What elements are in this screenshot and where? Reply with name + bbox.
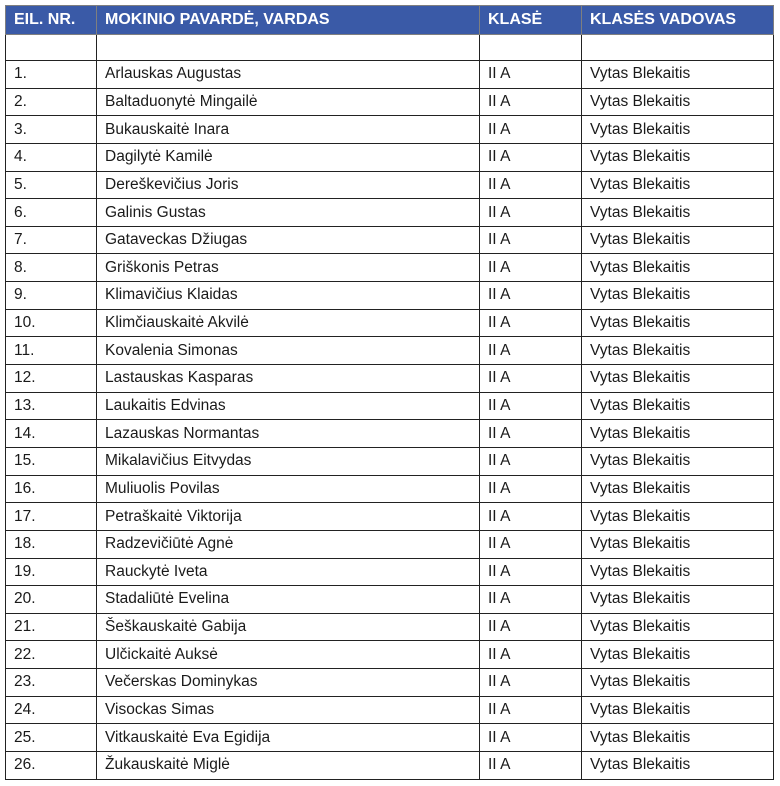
class-teacher-cell: Vytas Blekaitis — [582, 724, 774, 752]
student-name-cell: Laukaitis Edvinas — [97, 392, 480, 420]
student-list-table — [5, 5, 774, 780]
class-cell: II A — [480, 254, 582, 282]
class-cell: II A — [480, 641, 582, 669]
class-teacher-cell: Vytas Blekaitis — [582, 669, 774, 697]
class-teacher-cell: Vytas Blekaitis — [582, 226, 774, 254]
student-name-cell: Rauckytė Iveta — [97, 558, 480, 586]
student-name-cell: Arlauskas Augustas — [97, 61, 480, 89]
student-name-cell: Radzevičiūtė Agnė — [97, 530, 480, 558]
student-name-cell: Žukauskaitė Miglė — [97, 752, 480, 780]
class-teacher-cell: Vytas Blekaitis — [582, 752, 774, 780]
student-name-cell: Lazauskas Normantas — [97, 420, 480, 448]
class-cell: II A — [480, 309, 582, 337]
row-number-cell: 18. — [6, 530, 97, 558]
class-cell: II A — [480, 724, 582, 752]
row-number-cell: 20. — [6, 586, 97, 614]
table-row — [6, 530, 774, 558]
class-cell: II A — [480, 696, 582, 724]
table-row — [6, 309, 774, 337]
class-teacher-cell: Vytas Blekaitis — [582, 475, 774, 503]
class-teacher-cell: Vytas Blekaitis — [582, 88, 774, 116]
table-row — [6, 475, 774, 503]
student-name-cell: Dereškevičius Joris — [97, 171, 480, 199]
class-teacher-cell: Vytas Blekaitis — [582, 365, 774, 393]
row-number-cell: 19. — [6, 558, 97, 586]
table-row — [6, 171, 774, 199]
row-number-cell: 23. — [6, 669, 97, 697]
row-number-cell: 14. — [6, 420, 97, 448]
student-name-cell: Kovalenia Simonas — [97, 337, 480, 365]
class-teacher-cell: Vytas Blekaitis — [582, 282, 774, 310]
student-name-cell: Petraškaitė Viktorija — [97, 503, 480, 531]
class-teacher-cell: Vytas Blekaitis — [582, 392, 774, 420]
class-cell: II A — [480, 503, 582, 531]
student-name-cell: Klimčiauskaitė Akvilė — [97, 309, 480, 337]
class-teacher-cell: Vytas Blekaitis — [582, 503, 774, 531]
student-name-cell: Bukauskaitė Inara — [97, 116, 480, 144]
class-teacher-cell: Vytas Blekaitis — [582, 143, 774, 171]
student-name-cell: Dagilytė Kamilė — [97, 143, 480, 171]
table-row — [6, 88, 774, 116]
empty-cell — [480, 35, 582, 61]
student-name-cell: Baltaduonytė Mingailė — [97, 88, 480, 116]
table-row — [6, 337, 774, 365]
class-teacher-cell: Vytas Blekaitis — [582, 558, 774, 586]
class-teacher-cell: Vytas Blekaitis — [582, 420, 774, 448]
row-number-cell: 9. — [6, 282, 97, 310]
row-number-cell: 4. — [6, 143, 97, 171]
class-teacher-cell: Vytas Blekaitis — [582, 586, 774, 614]
student-name-cell: Mikalavičius Eitvydas — [97, 447, 480, 475]
header-student-name: MOKINIO PAVARDĖ, VARDAS — [97, 6, 480, 35]
student-name-cell: Stadaliūtė Evelina — [97, 586, 480, 614]
row-number-cell: 22. — [6, 641, 97, 669]
class-cell: II A — [480, 475, 582, 503]
header-class: KLASĖ — [480, 6, 582, 35]
student-name-cell: Večerskas Dominykas — [97, 669, 480, 697]
table-row — [6, 641, 774, 669]
table-row — [6, 420, 774, 448]
row-number-cell: 21. — [6, 613, 97, 641]
table-row — [6, 447, 774, 475]
row-number-cell: 10. — [6, 309, 97, 337]
class-teacher-cell: Vytas Blekaitis — [582, 199, 774, 227]
row-number-cell: 8. — [6, 254, 97, 282]
row-number-cell: 13. — [6, 392, 97, 420]
class-teacher-cell: Vytas Blekaitis — [582, 254, 774, 282]
table-row — [6, 116, 774, 144]
class-cell: II A — [480, 365, 582, 393]
student-name-cell: Visockas Simas — [97, 696, 480, 724]
row-number-cell: 25. — [6, 724, 97, 752]
row-number-cell: 24. — [6, 696, 97, 724]
class-teacher-cell: Vytas Blekaitis — [582, 530, 774, 558]
student-name-cell: Vitkauskaitė Eva Egidija — [97, 724, 480, 752]
header-nr: EIL. NR. — [6, 6, 97, 35]
class-cell: II A — [480, 337, 582, 365]
table-row — [6, 61, 774, 89]
row-number-cell: 15. — [6, 447, 97, 475]
class-cell: II A — [480, 282, 582, 310]
class-cell: II A — [480, 226, 582, 254]
class-teacher-cell: Vytas Blekaitis — [582, 61, 774, 89]
student-name-cell: Ulčickaitė Auksė — [97, 641, 480, 669]
table-row — [6, 724, 774, 752]
class-cell: II A — [480, 171, 582, 199]
row-number-cell: 2. — [6, 88, 97, 116]
class-teacher-cell: Vytas Blekaitis — [582, 309, 774, 337]
empty-cell — [6, 35, 97, 61]
table-row — [6, 199, 774, 227]
row-number-cell: 7. — [6, 226, 97, 254]
row-number-cell: 6. — [6, 199, 97, 227]
class-cell: II A — [480, 752, 582, 780]
table-row — [6, 282, 774, 310]
empty-cell — [97, 35, 480, 61]
row-number-cell: 3. — [6, 116, 97, 144]
class-cell: II A — [480, 586, 582, 614]
table-row — [6, 696, 774, 724]
student-name-cell: Lastauskas Kasparas — [97, 365, 480, 393]
class-cell: II A — [480, 88, 582, 116]
class-teacher-cell: Vytas Blekaitis — [582, 641, 774, 669]
class-cell: II A — [480, 669, 582, 697]
class-teacher-cell: Vytas Blekaitis — [582, 116, 774, 144]
table-row — [6, 392, 774, 420]
class-teacher-cell: Vytas Blekaitis — [582, 696, 774, 724]
class-teacher-cell: Vytas Blekaitis — [582, 171, 774, 199]
class-cell: II A — [480, 143, 582, 171]
student-name-cell: Galinis Gustas — [97, 199, 480, 227]
student-name-cell: Šeškauskaitė Gabija — [97, 613, 480, 641]
class-cell: II A — [480, 530, 582, 558]
class-cell: II A — [480, 420, 582, 448]
row-number-cell: 1. — [6, 61, 97, 89]
row-number-cell: 12. — [6, 365, 97, 393]
row-number-cell: 5. — [6, 171, 97, 199]
student-name-cell: Klimavičius Klaidas — [97, 282, 480, 310]
table-row — [6, 586, 774, 614]
table-body — [6, 35, 774, 780]
row-number-cell: 16. — [6, 475, 97, 503]
empty-row — [6, 35, 774, 61]
header-row — [6, 6, 774, 35]
class-cell: II A — [480, 116, 582, 144]
row-number-cell: 11. — [6, 337, 97, 365]
class-teacher-cell: Vytas Blekaitis — [582, 613, 774, 641]
row-number-cell: 17. — [6, 503, 97, 531]
class-cell: II A — [480, 558, 582, 586]
class-cell: II A — [480, 61, 582, 89]
class-cell: II A — [480, 613, 582, 641]
empty-cell — [582, 35, 774, 61]
table-row — [6, 752, 774, 780]
header-class-teacher: KLASĖS VADOVAS — [582, 6, 774, 35]
student-name-cell: Gataveckas Džiugas — [97, 226, 480, 254]
table-row — [6, 613, 774, 641]
row-number-cell: 26. — [6, 752, 97, 780]
table-row — [6, 558, 774, 586]
class-cell: II A — [480, 392, 582, 420]
table-row — [6, 254, 774, 282]
class-teacher-cell: Vytas Blekaitis — [582, 337, 774, 365]
class-cell: II A — [480, 447, 582, 475]
table-row — [6, 669, 774, 697]
table-row — [6, 143, 774, 171]
student-name-cell: Muliuolis Povilas — [97, 475, 480, 503]
table-row — [6, 226, 774, 254]
table-row — [6, 503, 774, 531]
table-row — [6, 365, 774, 393]
class-teacher-cell: Vytas Blekaitis — [582, 447, 774, 475]
class-cell: II A — [480, 199, 582, 227]
student-name-cell: Griškonis Petras — [97, 254, 480, 282]
